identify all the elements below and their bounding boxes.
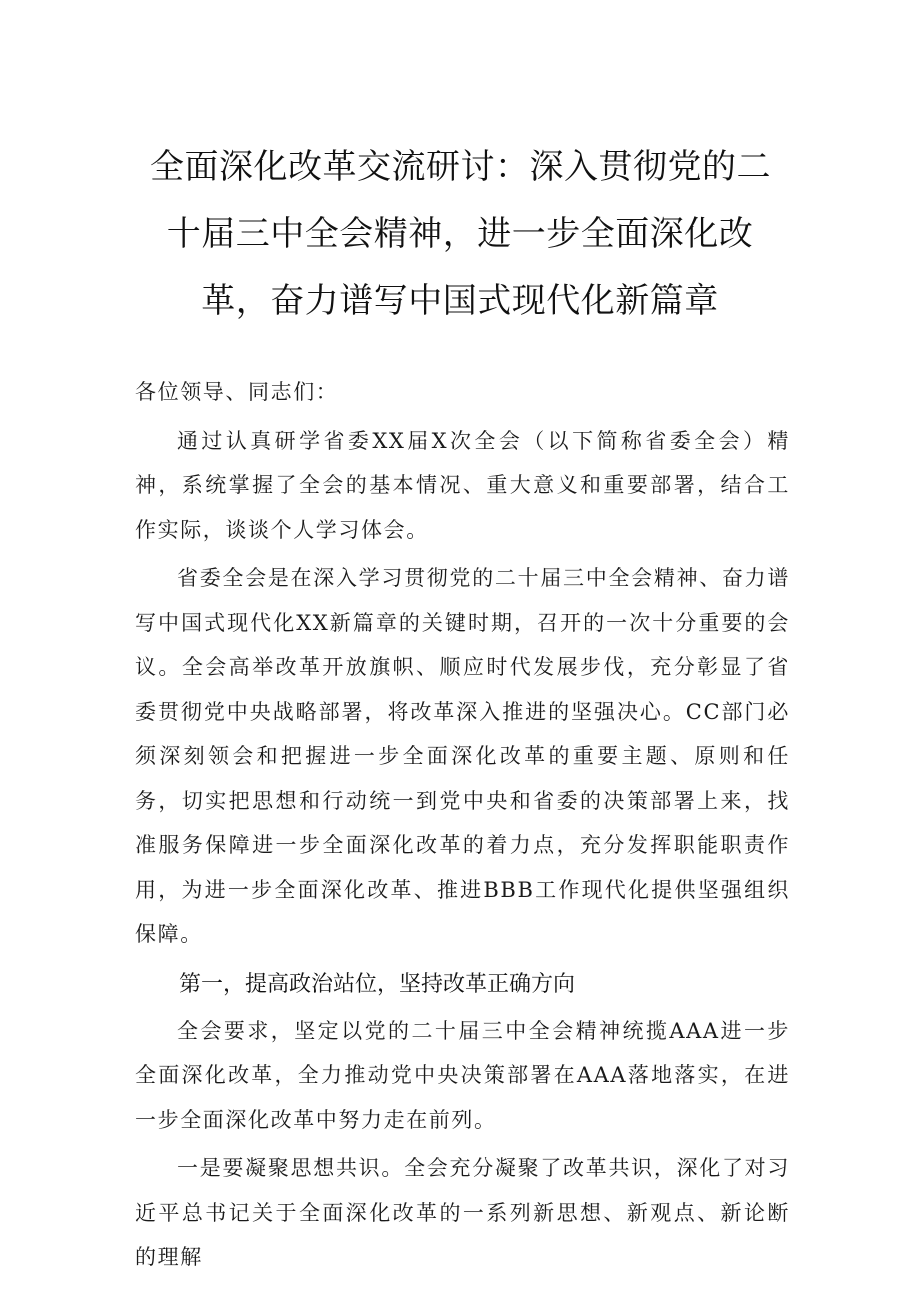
- salutation: 各位领导、同志们：: [135, 380, 339, 404]
- paragraph-context: 省委全会是在深入学习贯彻党的二十届三中全会精神、奋力谱写中国式现代化XX新篇章的关键时期，召开的一次十分重要的会议。全会高举改革开放旗帜、顺应时代发展步伐，充分彰显了省委贯彻党中央战略部署，将改革深入推进的坚强决心。CC部门必须深刻领会和把握进一步全面深化改革的重要主题、原则和任务，切实把思想和行动统一到党中央和省委的决策部署上来，找准服务保障进一步全面深化改革的着力点，充分发挥职能职责作用，为进一步全面深化改革、推进BBB工作现代化提供坚强组织保障。: [135, 566, 790, 946]
- paragraph-requirement: 全会要求，坚定以党的二十届三中全会精神统揽AAA进一步全面深化改革，全力推动党中央决策部署在AAA落地落实，在进一步全面深化改革中努力走在前列。: [135, 1018, 790, 1132]
- paragraph-point-one: 一是要凝聚思想共识。全会充分凝聚了改革共识，深化了对习近平总书记关于全面深化改革的一系列新思想、新观点、新论断的理解: [135, 1156, 790, 1269]
- title-line: 十届三中全会精神，进一步全面深化改: [166, 214, 754, 254]
- document-title: [150, 134, 770, 335]
- title-line: 全面深化改革交流研讨：深入贯彻党的二: [150, 147, 771, 187]
- paragraph-intro: 通过认真研学省委XX届X次全会（以下简称省委全会）精神，系统掌握了全会的基本情况、重大意义和重要部署，结合工作实际，谈谈个人学习体会。: [135, 428, 790, 542]
- section-heading: 第一，提高政治站位，坚持改革正确方向: [179, 971, 576, 997]
- document-body: [135, 370, 790, 1280]
- title-line: 革，奋力谱写中国式现代化新篇章: [201, 281, 719, 321]
